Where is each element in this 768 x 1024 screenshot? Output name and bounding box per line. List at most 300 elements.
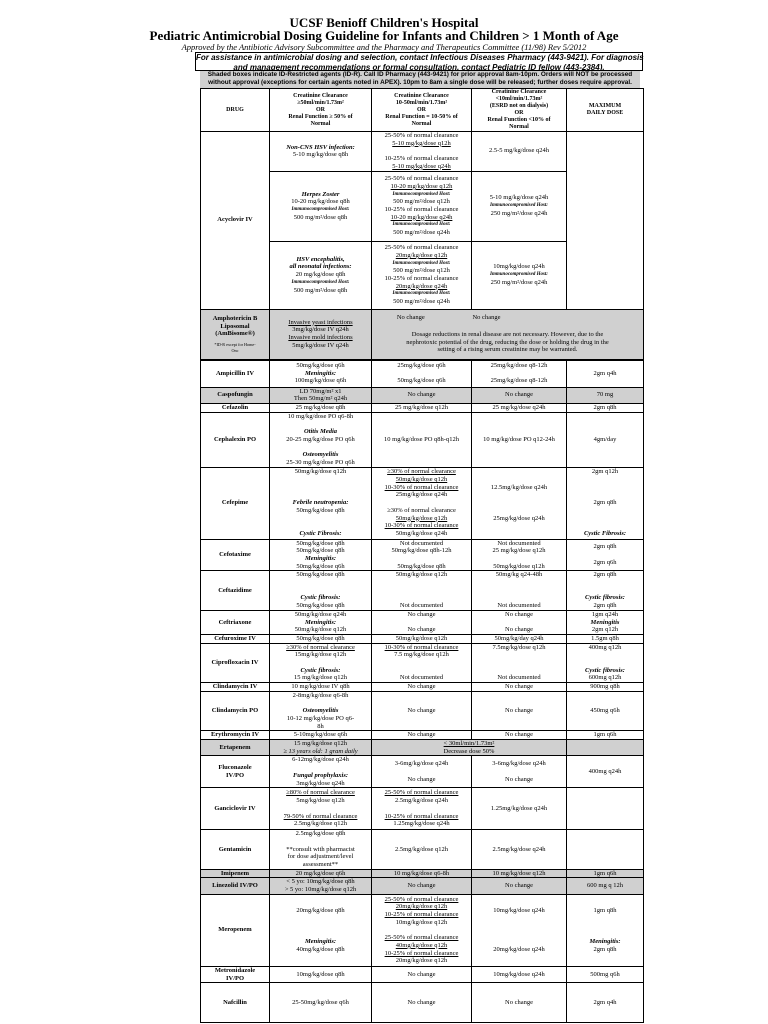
dose-line: Not documented — [399, 539, 444, 547]
dose-line: No change — [505, 707, 533, 715]
dose-line: 7.5mg/kg/dose q12h — [492, 643, 546, 651]
dose-line — [271, 522, 370, 530]
dose-severe — [472, 691, 567, 731]
dose-line: Non-CNS HSV infection: — [286, 143, 355, 151]
dose-line: 5mg/kg/dose IV q24h — [292, 341, 349, 349]
dose-line: Osteomyelitis — [302, 451, 339, 459]
table-row — [201, 309, 644, 359]
dose-line: 10mg/kg/dose q12h — [395, 918, 448, 926]
dose-line — [271, 838, 370, 846]
header-line: DAILY DOSE — [586, 110, 624, 116]
drug-name — [201, 869, 270, 878]
drug-name-line: Clindamycin PO — [211, 707, 259, 715]
dose-line: 25-50% of normal clearance — [384, 895, 459, 903]
dose-line: 20 mg/kg/dose q6h — [295, 869, 346, 877]
dose-line: **consult with pharmacist — [286, 845, 355, 853]
dose-line: 10-25% of normal clearance — [384, 275, 459, 282]
dose-line: 5-10mg/kg/dose q6h — [293, 731, 348, 739]
dose-normal — [270, 412, 372, 467]
drug-name — [201, 983, 270, 1023]
dose-severe — [472, 387, 567, 403]
dose-line: 50mg/kg/dose q6h — [397, 377, 446, 385]
header-line: Normal — [310, 120, 331, 127]
dose-line: Herpes Zoster — [301, 190, 340, 198]
dose-severe — [472, 403, 567, 412]
drug-name — [201, 894, 270, 966]
dose-normal — [270, 132, 372, 172]
dose-line: 10mg/kg/dose q24h — [493, 970, 545, 978]
dose-line: 50mg/kg/dose q6h — [296, 361, 345, 369]
dose-line: 25 mg/kg/dose q12h — [394, 403, 449, 411]
dose-line: Invasive mold infections — [288, 334, 353, 341]
dose-moderate — [372, 467, 472, 539]
dose-line: 10-25% of normal clearance — [384, 812, 459, 820]
table-row — [201, 731, 644, 740]
drug-name-line: Caspofungin — [217, 391, 253, 399]
table-row — [201, 643, 644, 683]
dose-line: 10mg/kg/dose q24h — [493, 907, 545, 915]
max-daily-dose — [567, 830, 644, 870]
dose-line: assessment** — [302, 861, 339, 869]
dose-severe — [472, 878, 567, 894]
dose-line: 15 mg/kg/dose q12h — [293, 674, 348, 682]
dose-line: 20mg/kg/dose q24h — [395, 282, 448, 290]
dose-line: Immunocompromised Host: — [392, 222, 451, 228]
dose-line: 3mg/kg/dose IV q24h — [292, 326, 349, 334]
dose-line: 10 mg/kg/dose q12h — [492, 869, 546, 877]
dose-normal — [270, 869, 372, 878]
drug-name — [201, 634, 270, 643]
table-row — [201, 756, 644, 788]
dose-line: 250 mg/m²/dose q24h — [490, 209, 548, 217]
dose-line: 600 mg q 12h — [587, 882, 623, 890]
header-line: ≥50ml/min/1.73m² — [297, 99, 344, 106]
drug-name-line: Fluconazole — [218, 764, 252, 772]
dose-line: < 30ml/min/1.73m² — [443, 740, 495, 748]
table-row — [201, 539, 644, 571]
dose-line: No change — [407, 626, 436, 634]
dose-line — [568, 507, 642, 515]
drug-name-line: Ciprofloxacin IV — [211, 659, 259, 666]
drug-name — [201, 539, 270, 571]
dose-line: 250 mg/m²/dose q24h — [490, 278, 548, 286]
dose-line: 2.5mg/kg/dose q8h — [295, 830, 346, 838]
drug-name — [201, 966, 270, 982]
dose-line: HSV encephalitis, — [296, 255, 345, 263]
dose-normal — [270, 571, 372, 610]
dose-moderate — [372, 878, 472, 894]
restriction-line: Shaded boxes indicate ID-Restricted agents (ID-R). Call ID Pharmacy (443-9421) for prior approval 8am-10pm. Orders will NOT be processed — [207, 71, 633, 78]
dose-line: 1.25mg/kg/dose q24h — [490, 804, 548, 812]
drug-name — [201, 403, 270, 412]
table-row — [201, 412, 644, 467]
dose-moderate — [372, 539, 472, 571]
dose-severe — [472, 132, 567, 172]
dose-line: 25mg/kg/dose q24h — [493, 514, 545, 522]
header-line: Normal — [509, 124, 529, 130]
max-daily-dose — [567, 132, 644, 310]
header-line: (ESRD not on dialysis) — [489, 103, 549, 109]
dose-normal — [270, 683, 372, 692]
dose-line: 25-50% of normal clearance — [384, 132, 459, 139]
dose-line — [473, 768, 565, 776]
dose-line — [271, 923, 370, 931]
dose-line: 10 mg/kg/dose q6-8h — [393, 869, 450, 877]
dose-severe — [472, 756, 567, 788]
dose-line — [271, 930, 370, 938]
col-drug: DRUG — [201, 89, 270, 132]
dose-line — [568, 846, 642, 854]
dose-line: 25 mg/kg/dose q8h — [295, 403, 346, 411]
dose-line — [271, 659, 370, 667]
dose-line: 50mg/kg/dose q8h — [296, 506, 345, 514]
max-daily-dose — [567, 894, 644, 966]
header-row — [201, 89, 644, 132]
dose-line: 70 mg — [596, 391, 614, 399]
max-daily-dose — [567, 691, 644, 731]
dose-line: 400mg q24h — [588, 767, 622, 775]
drug-name — [201, 878, 270, 894]
dose-line: Meningitis: — [304, 618, 337, 626]
col-max-dose — [567, 89, 644, 132]
approval-line: Approved by the Antibiotic Advisory Subcommittee and the Pharmacy and Therapeutics Committee (11/98) Rev 5/2012 — [181, 42, 587, 52]
dose-line: 10-30% of normal clearance — [384, 483, 459, 491]
dose-line — [473, 619, 565, 627]
drug-name — [201, 788, 270, 830]
max-daily-dose — [567, 740, 644, 756]
drug-name — [201, 691, 270, 731]
max-daily-dose — [567, 387, 644, 403]
dose-line — [271, 579, 370, 587]
dose-line: LD 70mg/m² x1 — [299, 387, 342, 395]
dose-line: 25-30 mg/kg/dose PO q6h — [286, 458, 355, 466]
drug-name — [201, 731, 270, 740]
drug-name-line: *ID-R except for Home- — [214, 342, 256, 348]
dose-line: No change — [505, 731, 533, 739]
dose-moderate — [372, 966, 472, 982]
drug-name-line: Ampicillin IV — [215, 369, 255, 377]
contact-line: For assistance in antimicrobial dosing and selection, contact Infectious Diseases Pharmacy (443-9421). For diagnosis — [196, 53, 644, 62]
dose-line: 500 mg/m²/dose q12h — [393, 267, 450, 275]
max-daily-dose — [567, 571, 644, 610]
header-line: OR — [514, 110, 524, 116]
dose-moderate — [372, 869, 472, 878]
dose-moderate — [372, 387, 472, 403]
dose-line: 50mg/kg/dose q12h — [294, 626, 347, 634]
dose-line: 10-20 mg/kg/dose q24h — [390, 213, 453, 221]
dose-line — [473, 579, 565, 587]
dose-line: 50mg/kg/day q24h — [494, 634, 544, 642]
drug-name-line: Meropenem — [218, 926, 252, 934]
dose-line: 10mg/kg/dose q24h — [493, 263, 545, 271]
col-clearance-high — [270, 89, 372, 132]
dose-severe — [472, 983, 567, 1023]
dose-line — [568, 522, 642, 530]
dose-moderate — [372, 756, 472, 788]
dose-line: 12.5mg/kg/dose q24h — [490, 483, 548, 491]
dose-line: 500 mg/m²/dose q8h — [293, 213, 348, 221]
dose-line: No change — [407, 775, 436, 783]
dose-line — [473, 915, 565, 923]
dose-line: 5mg/kg/dose q12h — [296, 797, 345, 805]
dose-moderate — [372, 691, 472, 731]
dose-line: 10-25% of normal clearance — [384, 155, 459, 163]
dose-line: No change — [407, 882, 436, 890]
dose-line — [473, 923, 565, 931]
drug-name — [201, 412, 270, 467]
table-row — [201, 634, 644, 643]
dose-line — [473, 587, 565, 595]
dose-line: Immunocompromised Host: — [291, 207, 350, 212]
dose-line: Then 50mg/m² q24h — [293, 395, 348, 403]
hospital-title: UCSF Benioff Children's Hospital — [289, 15, 479, 30]
dose-line: 1.25mg/kg/dose q24h — [393, 820, 450, 828]
dose-line: Meningitis: — [589, 938, 621, 945]
dose-line — [473, 930, 565, 938]
drug-name-line: Clindamycin IV — [212, 683, 258, 691]
dose-line — [473, 667, 565, 675]
dose-line: 3-6mg/kg/dose q24h — [394, 760, 449, 768]
dose-line: 2gm q12h — [591, 626, 619, 634]
dose-line: 500 mg/m²/dose q24h — [393, 298, 450, 306]
dose-line: 10-25% of normal clearance — [384, 949, 459, 957]
dose-line: Febrile neutropenia: — [292, 499, 349, 507]
dose-line: 2gm q6h — [593, 558, 617, 566]
max-daily-dose — [567, 360, 644, 387]
contact-box — [195, 52, 643, 71]
header-line: OR — [417, 106, 426, 113]
drug-name-line: Acyclovir IV — [217, 216, 253, 224]
dose-line: 1.5gm q8h — [591, 634, 619, 642]
dose-line: No change — [396, 314, 425, 322]
dose-line: 50mg/kg/dose q12h — [395, 571, 448, 579]
dose-line: Cystic fibrosis: — [585, 666, 625, 674]
spacer — [548, 314, 618, 322]
dose-line — [373, 147, 470, 155]
drug-name-line: (AmBisome®) — [215, 330, 255, 338]
dose-line: 50mg/kg/dose q8h — [296, 634, 345, 642]
dose-line: No change — [407, 391, 436, 399]
dose-line: 50mg/kg/dose q12h — [395, 514, 448, 522]
dose-moderate — [372, 643, 472, 683]
dose-line — [568, 930, 642, 938]
dose-line: ≥ 13 years old: 1 gram daily — [283, 747, 358, 755]
table-row — [201, 387, 644, 403]
dose-line: 40mg/kg/dose q12h — [395, 941, 448, 949]
dose-line: 100mg/kg/dose q6h — [294, 377, 347, 385]
dose-moderate — [372, 360, 472, 387]
header-line: Renal Function = 10-50% of — [385, 113, 458, 120]
max-daily-dose — [567, 403, 644, 412]
dose-moderate — [372, 830, 472, 870]
max-daily-dose — [567, 467, 644, 539]
dose-line: Immunocompromised Host: — [392, 191, 451, 197]
drug-name-line: Ertapenem — [219, 743, 251, 751]
dose-line: ≥30% of normal clearance — [387, 468, 456, 476]
dose-line — [271, 587, 370, 595]
drug-name-line: Imipenem — [220, 869, 250, 877]
dose-line: 50mg/kg/dose q6h — [296, 562, 345, 570]
max-daily-dose — [567, 983, 644, 1023]
drug-name-line: Cefepime — [221, 499, 249, 507]
dose-line — [473, 491, 565, 499]
dose-line: 50mg/kg q24-48h — [495, 571, 543, 579]
dose-line: 15 mg/kg/dose q12h — [293, 740, 348, 748]
dose-line: 4gm/day — [593, 435, 617, 443]
dose-line: 10 mg/kg/dose PO q12-24h — [483, 435, 555, 443]
dose-line: 10 mg/kg/dose IV q8h — [291, 683, 350, 691]
dose-line: Decrease dose 50% — [443, 747, 495, 755]
dose-line: No change — [505, 882, 533, 890]
spacer — [373, 322, 642, 331]
dose-line: 1gm q6h — [593, 869, 617, 877]
dose-line: No change — [407, 683, 436, 691]
dose-line: 3mg/kg/dose q24h — [296, 779, 345, 787]
dose-moderate — [372, 132, 472, 172]
dose-line: 10 mg/kg/dose PO q8h-q12h — [384, 435, 459, 443]
dose-line: Immunocompromised Host: — [490, 203, 548, 209]
dose-line: ≥30% of normal clearance — [286, 643, 355, 651]
dose-line: 50mg/kg/dose q24h — [395, 529, 448, 537]
dose-line: 10-30% of normal clearance — [384, 643, 459, 651]
drug-name-line: Cefotaxime — [219, 551, 251, 559]
dose-line: Cystic Fibrosis: — [583, 529, 627, 537]
drug-name-line: Cefazolin — [221, 403, 249, 411]
dose-line: 25-50% of normal clearance — [384, 175, 459, 183]
dose-line — [568, 515, 642, 523]
dose-line: 8h — [317, 722, 324, 730]
dose-line: 50mg/kg/dose q8h — [397, 562, 446, 570]
dose-line: 50mg/kg/dose q12h — [493, 562, 545, 570]
dose-severe — [472, 683, 567, 692]
dose-normal — [270, 740, 372, 756]
drug-name-line: Metronidazole — [214, 966, 256, 974]
dose-line: 50mg/kg/dose q12h — [395, 634, 448, 642]
dose-line — [568, 923, 642, 931]
dose-line — [271, 805, 370, 813]
dose-line: No change — [407, 707, 436, 715]
table-row — [201, 610, 644, 634]
dose-line — [373, 667, 470, 675]
max-daily-dose — [567, 539, 644, 571]
dose-severe — [472, 171, 567, 241]
dose-normal — [270, 360, 372, 387]
dose-line: 2.5mg/kg/dose q24h — [394, 797, 449, 805]
dose-line: 5-10 mg/kg/dose q24h — [489, 194, 549, 202]
dose-line — [473, 938, 565, 946]
table-body — [201, 132, 644, 1023]
drug-name-line: Liposomal — [220, 322, 250, 330]
dose-severe — [472, 412, 567, 467]
dose-line: 20mg/kg/dose q8h — [296, 907, 345, 915]
dose-line: 2gm q8h — [593, 543, 617, 551]
dose-line — [473, 499, 565, 507]
dose-line: ≥80% of normal clearance — [286, 789, 355, 797]
dose-line — [568, 476, 642, 484]
dose-line: No change — [407, 998, 436, 1006]
dose-normal — [270, 610, 372, 634]
dose-line: Not documented — [399, 674, 444, 682]
max-daily-dose — [567, 731, 644, 740]
dose-line: 10mg/kg/dose q8h — [296, 970, 345, 978]
col-clearance-mid — [372, 89, 472, 132]
dose-line: Not documented — [399, 602, 444, 610]
dose-line: No change — [505, 683, 533, 691]
header-line: Normal — [411, 120, 432, 127]
drug-name-line: Nafcillin — [223, 998, 247, 1006]
header-line: Creatinine Clearance — [293, 92, 348, 99]
dose-line: Cystic fibrosis: — [585, 594, 625, 602]
dose-moderate — [372, 731, 472, 740]
dose-line: 500 mg/m²/dose q24h — [393, 229, 450, 237]
dose-normal — [270, 643, 372, 683]
drug-name-line: IV/PO — [225, 771, 245, 779]
dose-severe — [472, 869, 567, 878]
dose-line: 10 mg/kg/dose PO q6-8h — [287, 412, 354, 420]
drug-name-line: IV/PO — [225, 974, 245, 982]
dose-line: 25-50% of normal clearance — [384, 244, 459, 252]
dose-line: 2.5mg/kg/dose q24h — [492, 845, 546, 853]
dose-normal — [270, 756, 372, 788]
max-daily-dose — [567, 878, 644, 894]
dose-line — [568, 915, 642, 923]
dose-line: Immunocompromised Host: — [392, 260, 451, 266]
drug-name — [201, 387, 270, 403]
header-line: Renal Function ≥ 50% of — [288, 113, 353, 120]
dose-line: 10-25% of normal clearance — [384, 911, 459, 919]
guideline-title: Pediatric Antimicrobial Dosing Guideline for Infants and Children > 1 Month of Age — [149, 28, 619, 43]
dose-moderate — [372, 571, 472, 610]
max-daily-dose — [567, 966, 644, 982]
dose-severe — [472, 731, 567, 740]
dose-severe — [472, 467, 567, 539]
dose-line — [473, 555, 565, 563]
dose-line: Meningitis — [590, 618, 620, 626]
dose-line: 2gm q8h — [593, 945, 617, 953]
dose-line: 50mg/kg/dose q12h — [294, 468, 347, 476]
dose-line: 25-50% of normal clearance — [384, 789, 459, 797]
dose-line: 10-12 mg/kg/dose PO q6- — [286, 714, 355, 722]
drug-name — [201, 756, 270, 788]
dose-line: ≥30% of normal clearance — [387, 506, 456, 514]
dose-line: Meningitis: — [304, 554, 337, 562]
dose-line: 50mg/kg/dose q8h — [296, 602, 345, 610]
col-clearance-low — [472, 89, 567, 132]
dose-normal — [270, 467, 372, 539]
dose-line: all neonatal infections: — [289, 263, 352, 271]
dose-line: Meningitis: — [304, 938, 337, 945]
renal-note-line: Dosage reductions in renal disease are not necessary. However, due to the — [411, 330, 604, 338]
dose-line: Not documented — [497, 602, 541, 610]
dose-line: Immunocompromised Host: — [490, 272, 548, 278]
dose-line — [373, 499, 470, 507]
dose-line: 2gm q8h — [593, 602, 617, 610]
dose-line — [373, 370, 470, 378]
dose-severe — [472, 571, 567, 610]
max-daily-dose — [567, 643, 644, 683]
dose-line: 25mg/kg/dose q8-12h — [490, 377, 548, 385]
dose-line: 50mg/kg/dose q8h — [296, 539, 345, 547]
drug-name-line: Ganciclovir IV — [214, 804, 256, 812]
dose-normal — [270, 539, 372, 571]
dose-line: No change — [505, 626, 533, 634]
dose-severe — [472, 634, 567, 643]
max-daily-dose — [567, 610, 644, 634]
dose-line — [473, 659, 565, 667]
dose-line: 5-10 mg/kg/dose q8h — [292, 151, 349, 159]
table-row — [201, 830, 644, 870]
dose-line: 6-12mg/kg/dose q24h — [292, 756, 349, 764]
